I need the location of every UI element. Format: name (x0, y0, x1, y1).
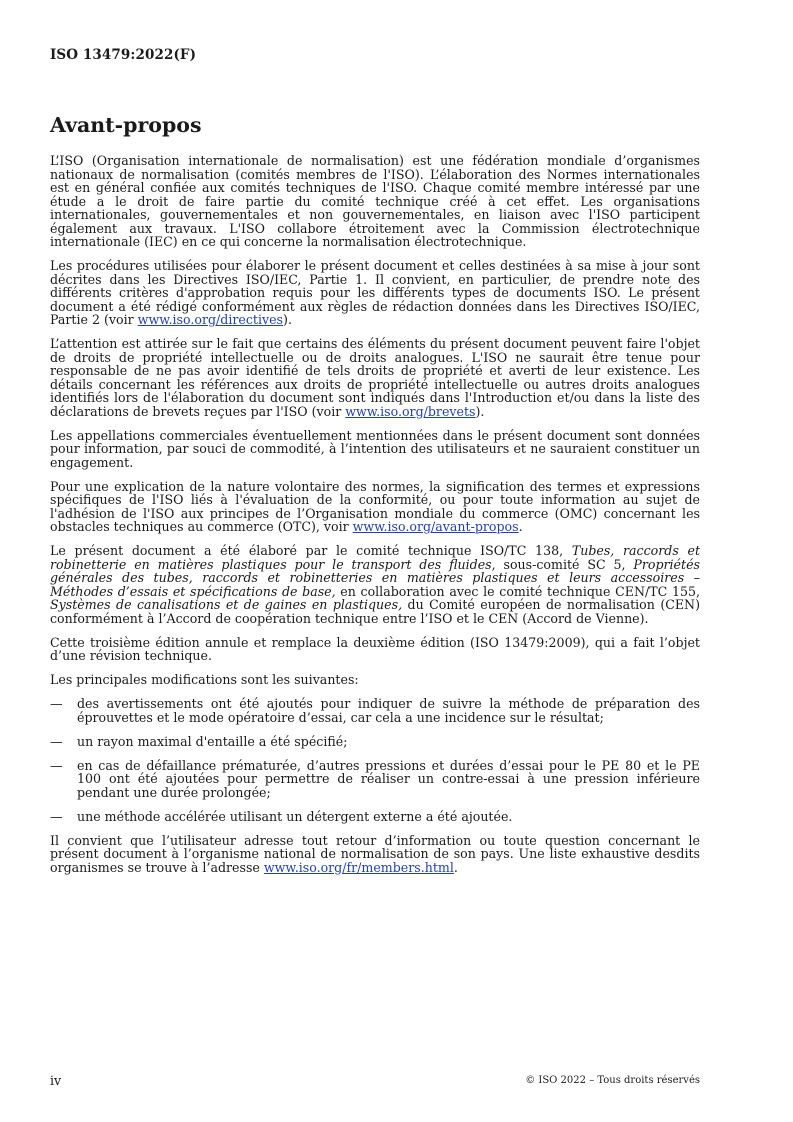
list-item: — des avertissements ont été ajoutés pour indiquer de suivre la méthode de préparation des éprouvettes et le mode opératoire d’essai, car cela a une incidence sur le résultat; (50, 696, 700, 725)
link-brevets[interactable]: www.iso.org/brevets (345, 403, 476, 419)
paragraph-trade-names: Les appellations commerciales éventuellement mentionnées dans le présent document sont données pour information, par souci de commodité, à l’intention des utilisateurs et ne sauraient constituer un engagement. (50, 427, 700, 470)
paragraph-voluntary: Pour une explication de la nature volontaire des normes, la signification des termes et expressions spécifiques de l'ISO liés à l'évaluation de la conformité, ou pour toute information au sujet de l'adhésion de l'ISO aux principes de l’Organisation mondiale du commerce (OMC) concernant les obstacles techniques au commerce (OTC), voir www.iso.org/avant-propos. (50, 478, 700, 534)
list-item: — une méthode accélérée utilisant un détergent externe a été ajoutée. (50, 808, 513, 824)
paragraph-edition: Cette troisième édition annule et remplace la deuxième édition (ISO 13479:2009), qui a fait l’objet d’une révision technique. (50, 634, 700, 663)
link-avant-propos[interactable]: www.iso.org/avant-propos (352, 519, 519, 534)
link-members[interactable]: www.iso.org/fr/members.html (263, 859, 454, 875)
dash-bullet: — (50, 696, 63, 711)
dash-bullet: — (50, 808, 63, 824)
link-directives[interactable]: www.iso.org/directives (137, 312, 284, 327)
dash-bullet: — (50, 733, 63, 749)
copyright-notice: © ISO 2022 – Tous droits réservés (525, 1075, 700, 1086)
paragraph-intro: L’ISO (Organisation internationale de normalisation) est une fédération mondiale d’organismes nationaux de normalisation (comités membres de l'ISO). L’élaboration des Normes internationales est en général confiée aux comités techniques de l'ISO. Chaque comité membre intéressé par une étude a le droit de faire partie du comité technique créé à cet effet. Les organisations internationales, gouvernementales et non gouvernementales, en liaison avec l'ISO participent également aux travaux. L'ISO collabore étroitement avec la Commission électrotechnique internationale (IEC) en ce qui concerne la normalisation électrotechnique. (50, 153, 700, 249)
dash-bullet: — (50, 757, 63, 773)
paragraph-feedback: Il convient que l’utilisateur adresse tout retour d’information ou toute question concernant le présent document à l’organisme national de normalisation de son pays. Une liste exhaustive desdits organismes se trouve à l’adresse www.iso.org/fr/members.html. (50, 832, 700, 875)
changes-list (50, 697, 700, 823)
page-number: iv (50, 1073, 62, 1088)
document-code: ISO 13479:2022(F) (50, 47, 197, 63)
paragraph-patents: L’attention est attirée sur le fait que certains des éléments du présent document peuvent faire l'objet de droits de propriété intellectuelle ou de droits analogues. L'ISO ne saurait être tenue pour responsable de ne pas avoir identifié de tels droits de propriété et averti de leur existence. Les détails concernant les références aux droits de propriété intellectuelle ou autres droits analogues identifiés lors de l'élaboration du document sont indiqués dans l'Introduction et/ou dans la liste des déclarations de brevets reçues par l'ISO (voir www.iso.org/brevets). (50, 336, 700, 419)
paragraph-procedures: Les procédures utilisées pour élaborer le présent document et celles destinées à sa mise à jour sont décrites dans les Directives ISO/IEC, Partie 1. Il convient, en particulier, de prendre note des différents critères d'approbation requis pour les différents types de documents ISO. Le présent document a été rédigé conformément aux règles de rédaction données dans les Directives ISO/IEC, Partie 2 (voir www.iso.org/directives). (50, 258, 700, 327)
paragraph-committee: Le présent document a été élaboré par le comité technique ISO/TC 138, Tubes, raccords et robinetterie en matières plastiques pour le transport des fluides, sous-comité SC 5, Propriétés générales des tubes, raccords et robinetteries en matières plastiques et leurs accessoires – Méthodes d’essais et spécifications de base, en collaboration avec le comité technique CEN/TC 155, Systèmes de canalisations et de gaines en plastiques, du Comité européen de normalisation (CEN) conformément à l’Accord de coopération technique entre l’ISO et le CEN (Accord de Vienne). (50, 543, 701, 626)
list-item: — un rayon maximal d'entaille a été spécifié; (50, 733, 348, 749)
page-title: Avant-propos (50, 113, 202, 137)
body-text (50, 154, 700, 885)
list-item: — en cas de défaillance prématurée, d’autres pressions et durées d’essai pour le PE 80 et le PE 100 ont été ajoutées pour permettre de réaliser un contre-essai à une pression inférieure pendant une durée prolongée; (50, 757, 700, 800)
paragraph-changes-intro: Les principales modifications sont les suivantes: (50, 672, 359, 687)
